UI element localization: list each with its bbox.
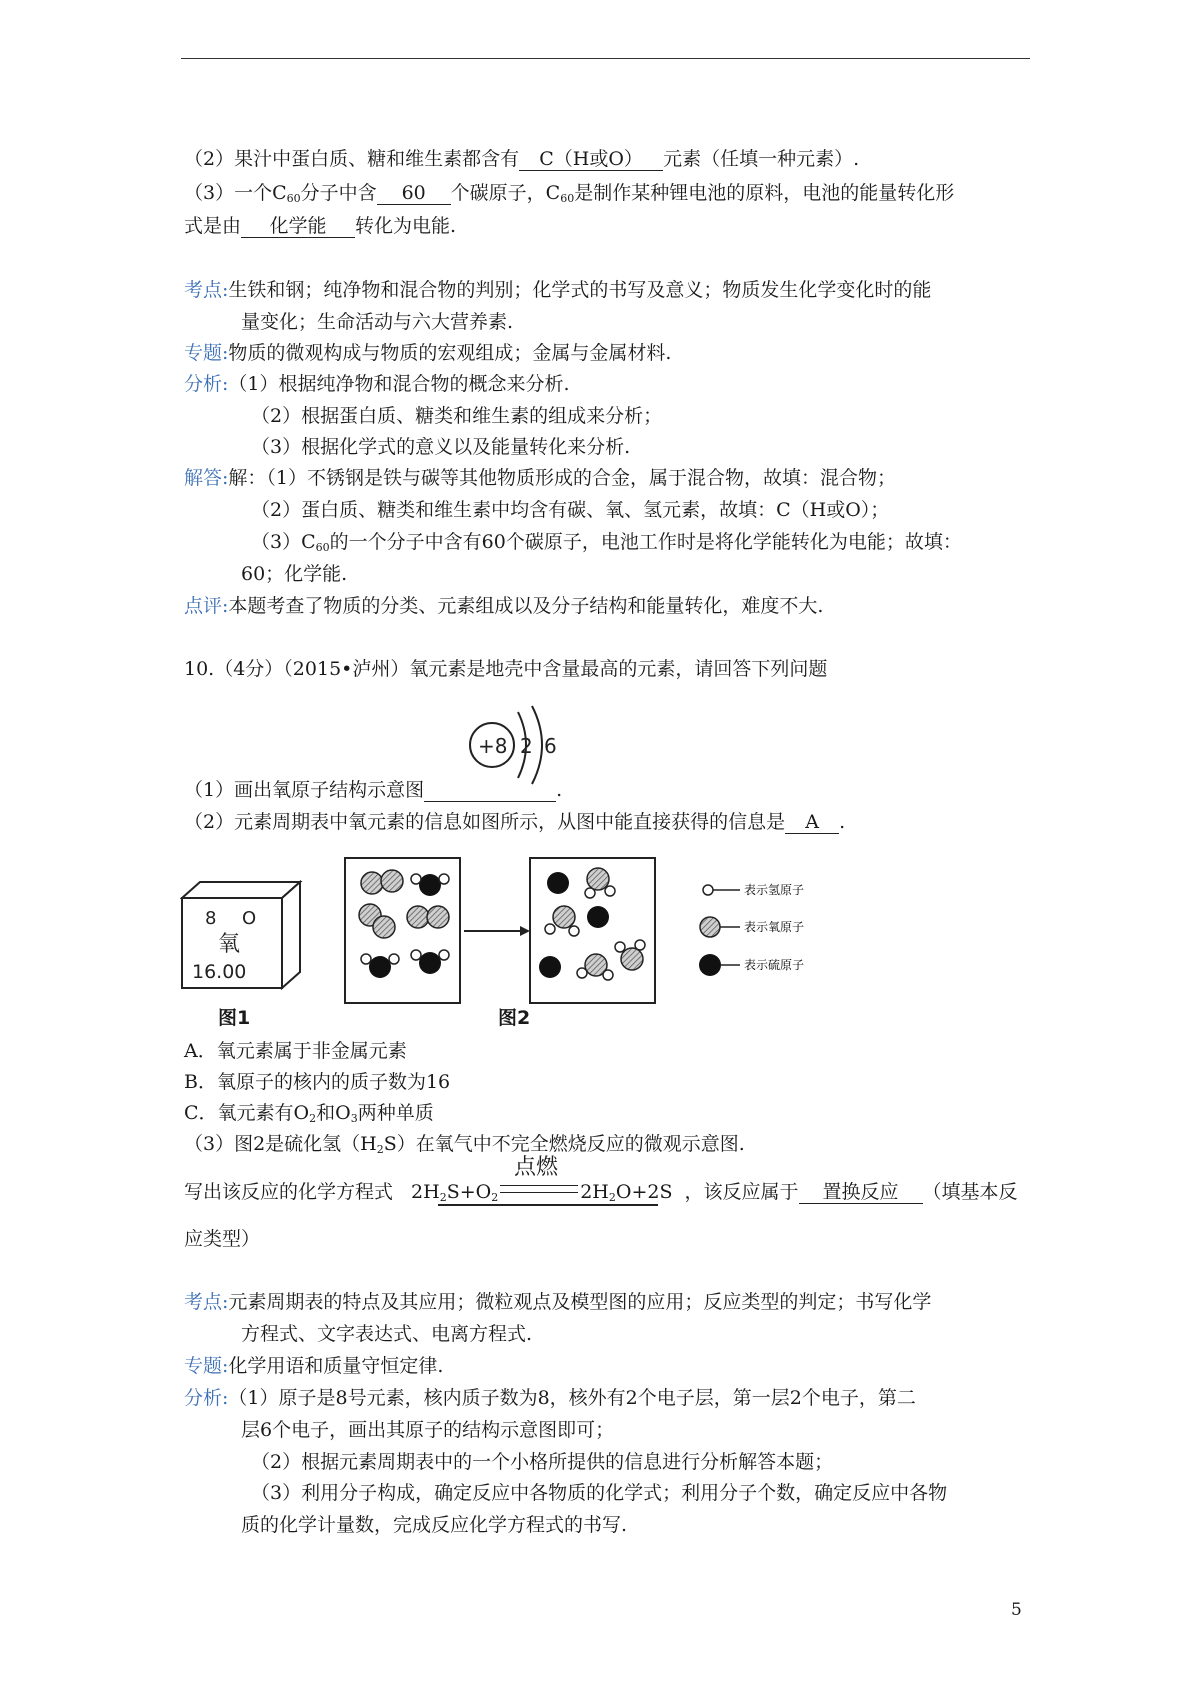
subscript: 60 bbox=[286, 192, 301, 205]
q10-part1-text: （1）画出氧原子结构示意图 bbox=[184, 779, 425, 801]
subscript: 3 bbox=[350, 1112, 358, 1125]
legend-oxygen-label: 表示氧原子 bbox=[744, 920, 805, 934]
q10-fenxi bbox=[184, 1386, 916, 1410]
q10-kaodian-cont: 方程式、文字表达式、电离方程式. bbox=[241, 1323, 533, 1345]
label-kaodian: 考点: bbox=[184, 279, 229, 301]
equation-line-cont: 应类型） bbox=[184, 1228, 261, 1250]
period: . bbox=[839, 811, 846, 833]
q9-part3-text4: 是制作某种锂电池的原料，电池的能量转化形 bbox=[574, 182, 955, 204]
fenxi-text: （1）原子是8号元素，核内质子数为8，核外有2个电子层，第一层2个电子，第二 bbox=[228, 1387, 916, 1409]
q10-part1 bbox=[184, 778, 562, 802]
q9-part3-line1 bbox=[184, 181, 954, 205]
q9-fenxi-3: （3）根据化学式的意义以及能量转化来分析. bbox=[251, 436, 631, 458]
q10-part1-blank bbox=[424, 779, 556, 802]
option-a: A．氧元素属于非金属元素 bbox=[184, 1040, 407, 1062]
q9-part2-answer: C（H或O） bbox=[519, 148, 663, 171]
figure2-caption: 图2 bbox=[498, 1007, 531, 1029]
q10-part2-text: （2）元素周期表中氧元素的信息如图所示，从图中能直接获得的信息是 bbox=[184, 811, 786, 833]
equation-prompt: 写出该反应的化学方程式 bbox=[184, 1181, 394, 1203]
subscript: 2 bbox=[376, 1143, 384, 1156]
label-kaodian: 考点: bbox=[184, 1291, 229, 1313]
q9-zhuanti bbox=[184, 341, 671, 365]
label-fenxi: 分析: bbox=[184, 373, 229, 395]
hydrogen-legend-icon bbox=[703, 885, 713, 895]
q9-part3-tail: 转化为电能. bbox=[355, 215, 457, 237]
shell-arc-2 bbox=[532, 706, 542, 784]
zhuanti-text: 化学用语和质量守恒定律. bbox=[228, 1355, 444, 1377]
reaction-condition: 点燃 bbox=[514, 1155, 559, 1180]
q9-fenxi bbox=[184, 372, 570, 396]
equals-sign bbox=[500, 1185, 578, 1193]
atomic-mass: 16.00 bbox=[192, 961, 247, 983]
option-c-text: C．氧元素有O bbox=[184, 1102, 310, 1124]
shell2-count: 6 bbox=[544, 734, 557, 758]
q9-part3-answer2: 化学能 bbox=[241, 215, 355, 238]
label-dianping: 点评: bbox=[184, 595, 229, 617]
legend-sulfur-label: 表示硫原子 bbox=[744, 958, 805, 972]
label-fenxi: 分析: bbox=[184, 1387, 229, 1409]
equation-mid: ，该反应属于 bbox=[684, 1181, 799, 1203]
q9-part3-text3: 个碳原子，C bbox=[450, 182, 561, 204]
q9-fenxi-2: （2）根据蛋白质、糖类和维生素的组成来分析； bbox=[251, 405, 663, 427]
element-name: 氧 bbox=[218, 932, 241, 957]
equation-right-1: 2H bbox=[580, 1181, 609, 1203]
equation-left-1: 2H bbox=[411, 1181, 440, 1203]
q10-part3-text2: S）在氧气中不完全燃烧反应的微观示意图. bbox=[383, 1133, 745, 1155]
subscript: 2 bbox=[309, 1112, 317, 1125]
q10-part3-text: （3）图2是硫化氢（H bbox=[184, 1133, 377, 1155]
q9-jieda-2: （2）蛋白质、糖类和维生素中均含有碳、氧、氢元素，故填：C（H或O）； bbox=[251, 499, 890, 521]
legend-hydrogen-label: 表示氢原子 bbox=[744, 883, 805, 897]
q10-fenxi-1-cont: 层6个电子，画出其原子的结构示意图即可； bbox=[241, 1419, 615, 1441]
q9-part2-tail: 元素（任填一种元素）. bbox=[663, 148, 860, 170]
oxygen-legend-icon bbox=[700, 917, 720, 937]
option-c-text3: 两种单质 bbox=[357, 1102, 434, 1124]
q10-kaodian bbox=[184, 1290, 931, 1314]
figure1-element-cell bbox=[180, 880, 305, 990]
reaction-type-answer: 置换反应 bbox=[799, 1181, 923, 1204]
subscript: 60 bbox=[315, 541, 330, 554]
q9-jieda bbox=[184, 466, 896, 490]
shell1-count: 2 bbox=[520, 734, 533, 758]
q9-jieda-3 bbox=[251, 530, 962, 554]
legend bbox=[699, 883, 804, 976]
equation-answer bbox=[411, 1181, 672, 1203]
q9-kaodian-cont: 量变化；生命活动与六大营养素. bbox=[241, 311, 514, 333]
figure1-caption: 图1 bbox=[218, 1007, 251, 1029]
element-symbol: O bbox=[242, 908, 257, 929]
q9-part3-text: （3）一个C bbox=[184, 182, 287, 204]
label-jieda: 解答: bbox=[184, 467, 229, 489]
q9-part3-text2: 分子中含 bbox=[300, 182, 377, 204]
zhuanti-text: 物质的微观构成与物质的宏观组成；金属与金属材料. bbox=[228, 342, 672, 364]
header-rule bbox=[181, 58, 1030, 59]
page-number: 5 bbox=[1011, 1600, 1022, 1620]
subscript: 2 bbox=[439, 1191, 447, 1204]
period: . bbox=[556, 779, 563, 801]
subscript: 2 bbox=[491, 1191, 499, 1204]
q9-part3-text5: 式是由 bbox=[184, 215, 242, 237]
atomic-number: 8 bbox=[205, 908, 217, 929]
q9-part2 bbox=[184, 147, 859, 171]
q10-fenxi-3-cont: 质的化学计量数，完成反应化学方程式的书写. bbox=[241, 1514, 628, 1536]
q9-part3-answer1: 60 bbox=[377, 182, 451, 205]
oxygen-atom-diagram bbox=[466, 700, 576, 790]
sulfur-legend-icon bbox=[699, 954, 721, 976]
nucleus-charge: +8 bbox=[478, 734, 508, 758]
kaodian-text: 元素周期表的特点及其应用；微粒观点及模型图的应用；反应类型的判定；书写化学 bbox=[228, 1291, 932, 1313]
kaodian-text: 生铁和钢；纯净物和混合物的判别；化学式的书写及意义；物质发生化学变化时的能 bbox=[228, 279, 932, 301]
jieda-3-text: （3）C bbox=[251, 531, 316, 553]
q10-zhuanti bbox=[184, 1354, 443, 1378]
option-c-text2: 和O bbox=[316, 1102, 351, 1124]
q9-part3-line2 bbox=[184, 214, 456, 238]
q10-part2 bbox=[184, 810, 845, 834]
jieda-3-text2: 的一个分子中含有60个碳原子，电池工作时是将化学能转化为电能；故填： bbox=[329, 531, 962, 553]
subscript: 60 bbox=[560, 192, 575, 205]
figure2-reaction-diagram bbox=[340, 855, 900, 1010]
equation-underline bbox=[438, 1204, 658, 1206]
equation-right-2: O+2S bbox=[615, 1181, 673, 1203]
q10-fenxi-3: （3）利用分子构成，确定反应中各物质的化学式；利用分子个数，确定反应中各物 bbox=[251, 1482, 948, 1504]
equation-line bbox=[184, 1180, 1018, 1204]
subscript: 2 bbox=[608, 1191, 616, 1204]
q10-part2-answer: A bbox=[785, 811, 839, 834]
equation-tail: （填基本反 bbox=[922, 1181, 1018, 1203]
q10-fenxi-2: （2）根据元素周期表中的一个小格所提供的信息进行分析解答本题； bbox=[251, 1451, 834, 1473]
option-b: B．氧原子的核内的质子数为16 bbox=[184, 1071, 451, 1093]
q9-kaodian bbox=[184, 278, 931, 302]
label-zhuanti: 专题: bbox=[184, 342, 229, 364]
q10-part3 bbox=[184, 1132, 745, 1156]
dianping-text: 本题考查了物质的分类、元素组成以及分子结构和能量转化，难度不大. bbox=[228, 595, 824, 617]
option-c bbox=[184, 1101, 434, 1125]
q9-part2-text: （2）果汁中蛋白质、糖和维生素都含有 bbox=[184, 148, 520, 170]
jieda-text: 解：（1）不锈钢是铁与碳等其他物质形成的合金，属于混合物，故填：混合物； bbox=[228, 467, 896, 489]
equation-left-2: S+O bbox=[446, 1181, 492, 1203]
fenxi-text: （1）根据纯净物和混合物的概念来分析. bbox=[228, 373, 570, 395]
q9-dianping bbox=[184, 594, 823, 618]
label-zhuanti: 专题: bbox=[184, 1355, 229, 1377]
q10-stem: 10.（4分）（2015•泸州）氧元素是地壳中含量最高的元素，请回答下列问题 bbox=[184, 658, 828, 680]
q9-jieda-3-cont: 60；化学能. bbox=[241, 563, 348, 585]
